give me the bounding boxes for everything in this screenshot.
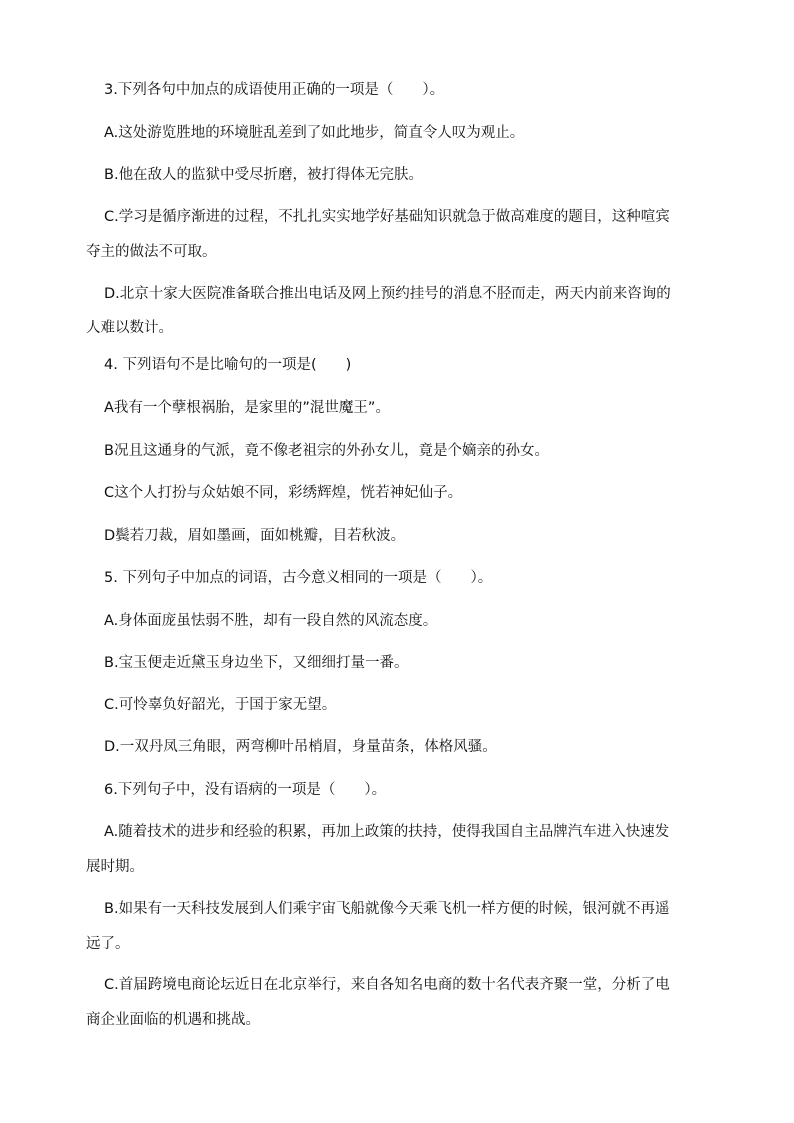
q6-option-c-continued: 商企业面临的机遇和挑战。: [86, 1012, 260, 1028]
question-text: 下列句子中加点的词语，古今意义相同的一项是（ ）。: [117, 570, 493, 586]
question-number: 4.: [104, 357, 118, 373]
option-label: C.: [104, 977, 119, 993]
question-number: 6.: [104, 782, 118, 798]
q5-option-b: [104, 653, 409, 673]
option-label: A.: [104, 824, 119, 840]
q4-option-a: [104, 398, 390, 418]
option-label: D.: [104, 739, 120, 755]
q3-option-d-continued: 人难以数计。: [86, 320, 173, 336]
option-text: 随着技术的进步和经验的积累，再加上政策的扶持，使得我国自主品牌汽车进入快速发: [118, 824, 670, 840]
option-label: C: [104, 485, 115, 501]
option-text: 况且这通身的气派，竟不像老祖宗的外孙女儿，竟是个嫡亲的孙女。: [113, 443, 549, 459]
question-5-stem: [104, 568, 492, 588]
option-text: 他在敌人的监狱中受尽折磨，被打得体无完肤。: [118, 167, 424, 183]
option-text: 身体面庞虽怯弱不胜，却有一段自然的风流态度。: [118, 613, 438, 629]
q6-option-a: [104, 822, 669, 842]
option-label: B.: [104, 901, 119, 917]
option-text: 学习是循序渐进的过程，不扎扎实实地学好基础知识就急于做高难度的题目，这种喧宾: [118, 209, 670, 225]
q5-option-a: [104, 611, 437, 631]
q3-option-d: [104, 284, 671, 304]
option-label: D: [104, 528, 116, 544]
option-label: C.: [104, 209, 119, 225]
option-label: C.: [104, 697, 119, 713]
question-6-stem: [104, 780, 386, 800]
option-text: 这个人打扮与众姑娘不同，彩绣辉煌，恍若神妃仙子。: [114, 485, 463, 501]
option-label: B: [104, 443, 114, 459]
option-text: 如果有一天科技发展到人们乘宇宙飞船就像今天乘飞机一样方便的时候，银河就不再遥: [118, 901, 670, 917]
option-label: B.: [104, 167, 119, 183]
question-number: 3.: [104, 82, 118, 98]
question-text: 下列各句中加点的成语使用正确的一项是（ ）。: [117, 82, 445, 98]
q6-option-a-continued: 展时期。: [86, 859, 144, 875]
q3-option-b: [104, 165, 423, 185]
question-text: 下列句子中，没有语病的一项是（ ）。: [117, 782, 387, 798]
q3-option-c-continued: 夺主的做法不可取。: [86, 244, 217, 260]
option-text: 一双丹凤三角眼，两弯柳叶吊梢眉，身量苗条，体格风骚。: [119, 739, 497, 755]
option-text: 这处游览胜地的环境脏乱差到了如此地步，简直令人叹为观止。: [118, 125, 525, 141]
question-4-stem: [104, 355, 351, 375]
option-text: 首届跨境电商论坛近日在北京举行，来自各知名电商的数十名代表齐聚一堂，分析了电: [118, 977, 670, 993]
option-label: D.: [104, 286, 120, 302]
q4-option-d: [104, 526, 405, 546]
question-text: 下列语句不是比喻句的一项是( ): [117, 357, 352, 373]
q3-option-a: [104, 123, 524, 143]
q3-option-c: [104, 207, 670, 227]
option-label: A: [104, 400, 114, 416]
option-label: A.: [104, 125, 119, 141]
option-label: A.: [104, 613, 119, 629]
option-text: 鬓若刀裁，眉如墨画，面如桃瓣，目若秋波。: [115, 528, 406, 544]
q5-option-c: [104, 695, 336, 715]
option-text: 北京十家大医院准备联合推出电话及网上预约挂号的消息不胫而走，两天内前来咨询的: [119, 286, 671, 302]
question-3-stem: [104, 80, 444, 100]
option-label: B.: [104, 655, 119, 671]
q6-option-c: [104, 975, 670, 995]
q4-option-b: [104, 441, 549, 461]
q5-option-d: [104, 737, 497, 757]
question-number: 5.: [104, 570, 118, 586]
option-text: 宝玉便走近黛玉身边坐下，又细细打量一番。: [118, 655, 409, 671]
q6-option-b-continued: 远了。: [86, 936, 130, 952]
q4-option-c: [104, 483, 462, 503]
option-text: 我有一个孽根祸胎，是家里的”混世魔王”。: [113, 400, 390, 416]
q6-option-b: [104, 899, 670, 919]
option-text: 可怜辜负好韶光，于国于家无望。: [118, 697, 337, 713]
